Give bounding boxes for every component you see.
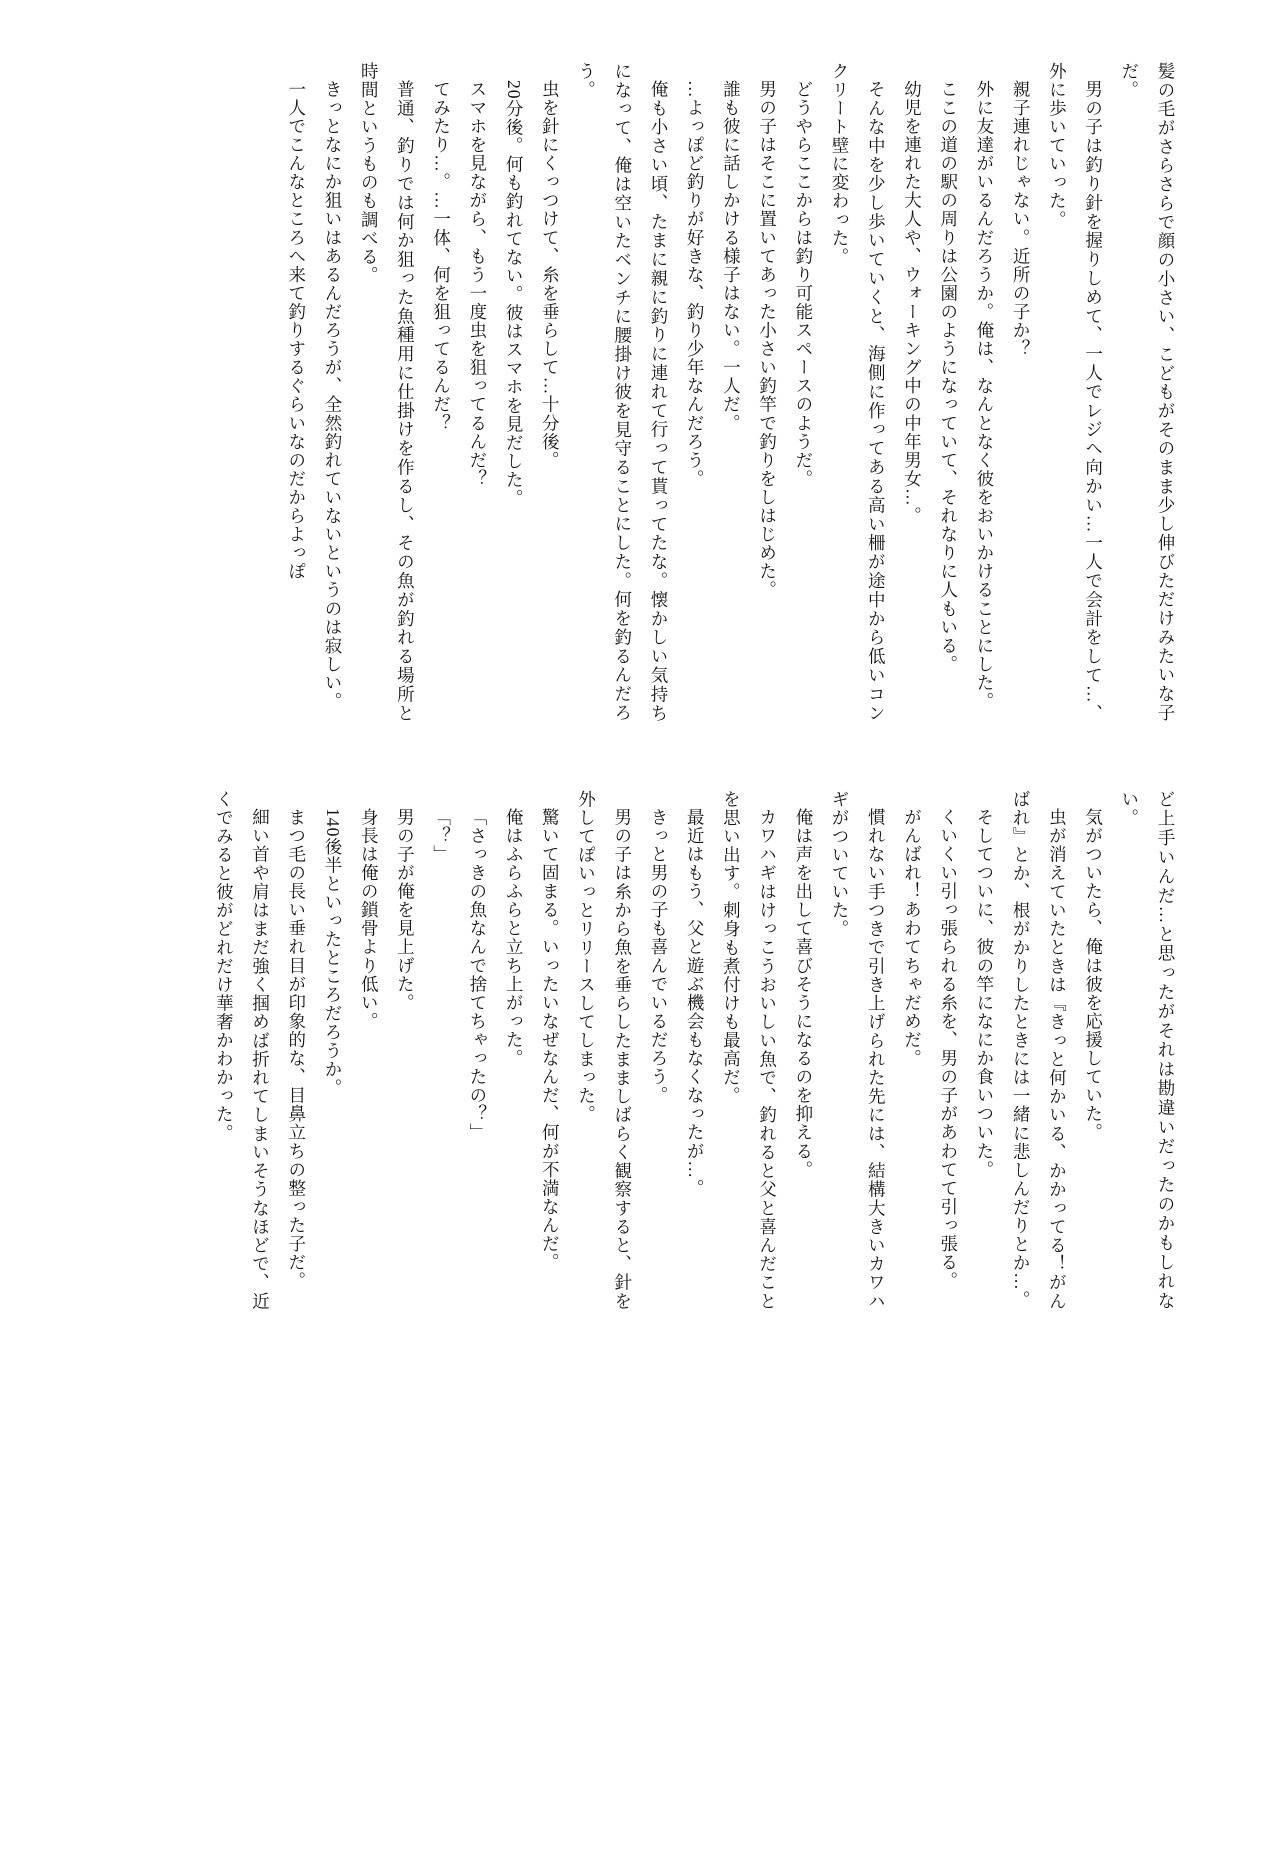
paragraph: 俺は声を出して喜びそうになるのを抑える。 bbox=[793, 807, 814, 1179]
paragraph: …よっぽど釣りが好きな、釣り少年なんだろう。 bbox=[685, 79, 706, 488]
paragraph: そんな中を少し歩いていくと、海側に作ってある高い柵が途中から低いコンクリート壁に変わった。 bbox=[830, 62, 887, 722]
paragraph: 身長は俺の鎖骨より低い。 bbox=[359, 807, 380, 1031]
paragraph: 親子連れじゃない。近所の子か？ bbox=[1011, 79, 1032, 358]
paragraph: 男の子は釣り針を握りしめて、一人でレジへ向かい…一人で会計をして…、外に歩いていった。 bbox=[1047, 62, 1104, 722]
paragraph: 「？」 bbox=[431, 807, 452, 864]
paragraph: 20分後。何も釣れてない。彼はスマホを見だした。 bbox=[504, 79, 525, 508]
paragraph: ここの道の駅の周りは公園のようになっていて、それなりに人もいる。 bbox=[938, 79, 959, 674]
paragraph: きっと男の子も喜んでいるだろう。 bbox=[648, 807, 669, 1105]
paragraph: 俺はふらふらと立ち上がった。 bbox=[504, 807, 525, 1068]
paragraph: 男の子はそこに置いてあった小さい釣竿で釣りをしはじめた。 bbox=[757, 79, 778, 599]
paragraph: 最近はもう、父と遊ぶ機会もなくなったが…。 bbox=[685, 807, 706, 1198]
paragraph: 虫が消えていたときは『きっと何かいる、かかってる！がんばれ』とか、根がかりしたときには一緒に悲しんだりとか…。 bbox=[1011, 790, 1068, 1310]
paragraph: そしてついに、彼の竿になにか食いついた。 bbox=[974, 807, 995, 1179]
paragraph: 140後半といったところだろうか。 bbox=[322, 807, 343, 1097]
paragraph: どうやらここからは釣り可能スペースのようだ。 bbox=[793, 79, 814, 488]
paragraph: がんばれ！あわてちゃだめだ。 bbox=[902, 807, 923, 1068]
paragraph: 「さっきの魚なんで捨てちゃったの？」 bbox=[467, 807, 488, 1142]
paragraph: 虫を針にくっつけて、糸を垂らして…十分後。 bbox=[540, 79, 561, 470]
paragraph: 細い首や肩はまだ強く掴めば折れてしまいそうなほどで、近くでみると彼がどれだけ華奢かわかった。 bbox=[214, 790, 271, 1310]
paragraph: まつ毛の長い垂れ目が印象的な、目鼻立ちの整った子だ。 bbox=[286, 807, 307, 1290]
paragraph: 驚いて固まる。いったいなぜなんだ、何が不満なんだ。 bbox=[540, 807, 561, 1272]
paragraph: てみたり…。…一体、何を狙ってるんだ？ bbox=[431, 79, 452, 432]
text-block-lower bbox=[144, 790, 1184, 1310]
paragraph: 男の子は糸から魚を垂らしたまましばらく観察すると、針を外してぽいっとリリースしてしまった。 bbox=[576, 790, 633, 1310]
paragraph: 慣れない手つきで引き上げられた先には、結構大きいカワハギがついていた。 bbox=[830, 790, 887, 1310]
paragraph: 俺も小さい頃、たまに親に釣りに連れて行って貰ってたな。懐かしい気持ちになって、俺は空いたベンチに腰掛け彼を見守ることにした。何を釣るんだろう。 bbox=[576, 62, 669, 722]
paragraph: 髪の毛がさらさらで顔の小さい、こどもがそのまま少し伸びただけみたいな子だ。 bbox=[1119, 62, 1176, 722]
paragraph: 普通、釣りでは何か狙った魚種用に仕掛けを作るし、その魚が釣れる場所と時間というものも調べる。 bbox=[359, 62, 416, 722]
paragraph: 一人でこんなところへ来て釣りするぐらいなのだからよっぽ bbox=[286, 79, 307, 581]
paragraph: 誰も彼に話しかける様子はない。一人だ。 bbox=[721, 79, 742, 432]
paragraph: くいくい引っ張られる糸を、男の子があわてて引っ張る。 bbox=[938, 807, 959, 1290]
text-block-upper bbox=[144, 62, 1184, 722]
paragraph: 気がついたら、俺は彼を応援していた。 bbox=[1083, 807, 1104, 1142]
paragraph: カワハギはけっこうおいしい魚で、釣れると父と喜んだことを思い出す。刺身も煮付けも最高だ。 bbox=[721, 790, 778, 1310]
paragraph: スマホを見ながら、もう一度虫を狙ってるんだ？ bbox=[467, 79, 488, 488]
paragraph: 外に友達がいるんだろうか。俺は、なんとなく彼をおいかけることにした。 bbox=[974, 79, 995, 711]
paragraph: ど上手いんだ…と思ったがそれは勘違いだったのかもしれない。 bbox=[1119, 790, 1176, 1310]
paragraph: きっとなにか狙いはあるんだろうが、全然釣れていないというのは寂しい。 bbox=[322, 79, 343, 711]
paragraph: 幼児を連れた大人や、ウォーキング中の中年男女…。 bbox=[902, 79, 923, 525]
paragraph: 男の子が俺を見上げた。 bbox=[395, 807, 416, 1012]
